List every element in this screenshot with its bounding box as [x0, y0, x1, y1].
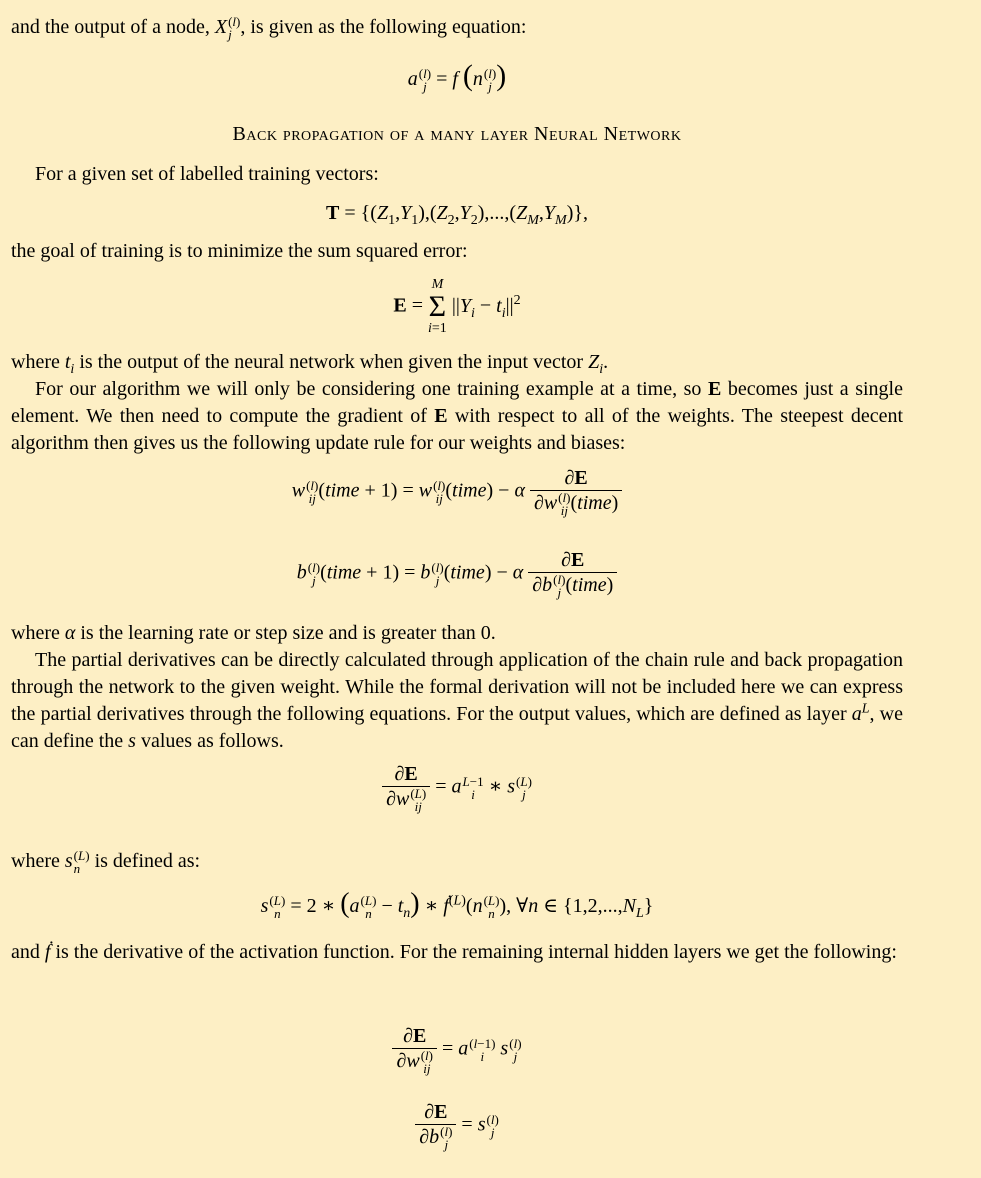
equation-bias-update: b (l) j (time + 1) = b (l) j (time) − α ∂E ∂b (l) j (time) — [11, 548, 903, 599]
equation-activation: a (l) j = f (n (l) j ) — [407, 59, 507, 95]
paragraph-training-set: For a given set of labelled training vectors: — [35, 163, 379, 185]
paragraph-alpha: where α is the learning rate or step size and is greater than 0. — [11, 622, 496, 644]
paragraph-algorithm: For our algorithm we will only be considering one training example at a time, so E becomes just a single element. We then need to compute the gradient of E with respect to all of the weights. The steepest decent algorithm then gives us the following update rule for our weights and biases: — [11, 378, 904, 454]
equation-output-gradient: ∂E ∂w (L) ij = a L−1 i ∗ s (L) j — [11, 762, 903, 813]
paragraph-fdot: and ḟ is the derivative of the activation function. For the remaining internal hidden layers we get the following: — [11, 941, 897, 963]
equation-hidden-weight: ∂E ∂w (l) ij = a (l−1) i s (l) j — [11, 1024, 903, 1075]
equation-hidden-bias: ∂E ∂b (l) j = s (l) j — [11, 1100, 903, 1151]
paragraph-partials: The partial derivatives can be directly calculated through application of the chain rule and back propagation through the network to the given weight. While the formal derivation will not be included here we can express the partial derivatives through the following equations. For the output values, which are defined as layer $a^L$, we can define the s values as follows. — [11, 649, 903, 752]
paragraph-where-s: where s (L) n is defined as: — [11, 848, 201, 877]
equation-s-definition: s (L) n = 2 ∗ (a (L) n − $t_n$) ∗ ḟ$^{(L)}$(n (L) n ), ∀n ∈ $\{1,2,...,N_L\}$ — [260, 888, 654, 922]
section-heading: Back propagation of a many layer Neural Network — [232, 123, 682, 145]
equation-error: E = M Σ i=1 $||Y_i - t_i||^2$ — [393, 277, 521, 336]
equation-weight-update: w (l) ij (time + 1) = w (l) ij (time) − α ∂E ∂w (l) ij (time) — [11, 466, 903, 517]
intro-line: and the output of a node, X (l) j , is given as the following equation: — [11, 14, 527, 43]
equation-training-set: $T = \{(Z_1,Y_1),(Z_2,Y_2),...,(Z_M,Y_M)\}$, — [326, 202, 588, 228]
paragraph-goal: the goal of training is to minimize the sum squared error: — [11, 240, 468, 262]
paragraph-where-t: where $t_i$ is the output of the neural network when given the input vector $Z_i$. — [11, 351, 609, 377]
